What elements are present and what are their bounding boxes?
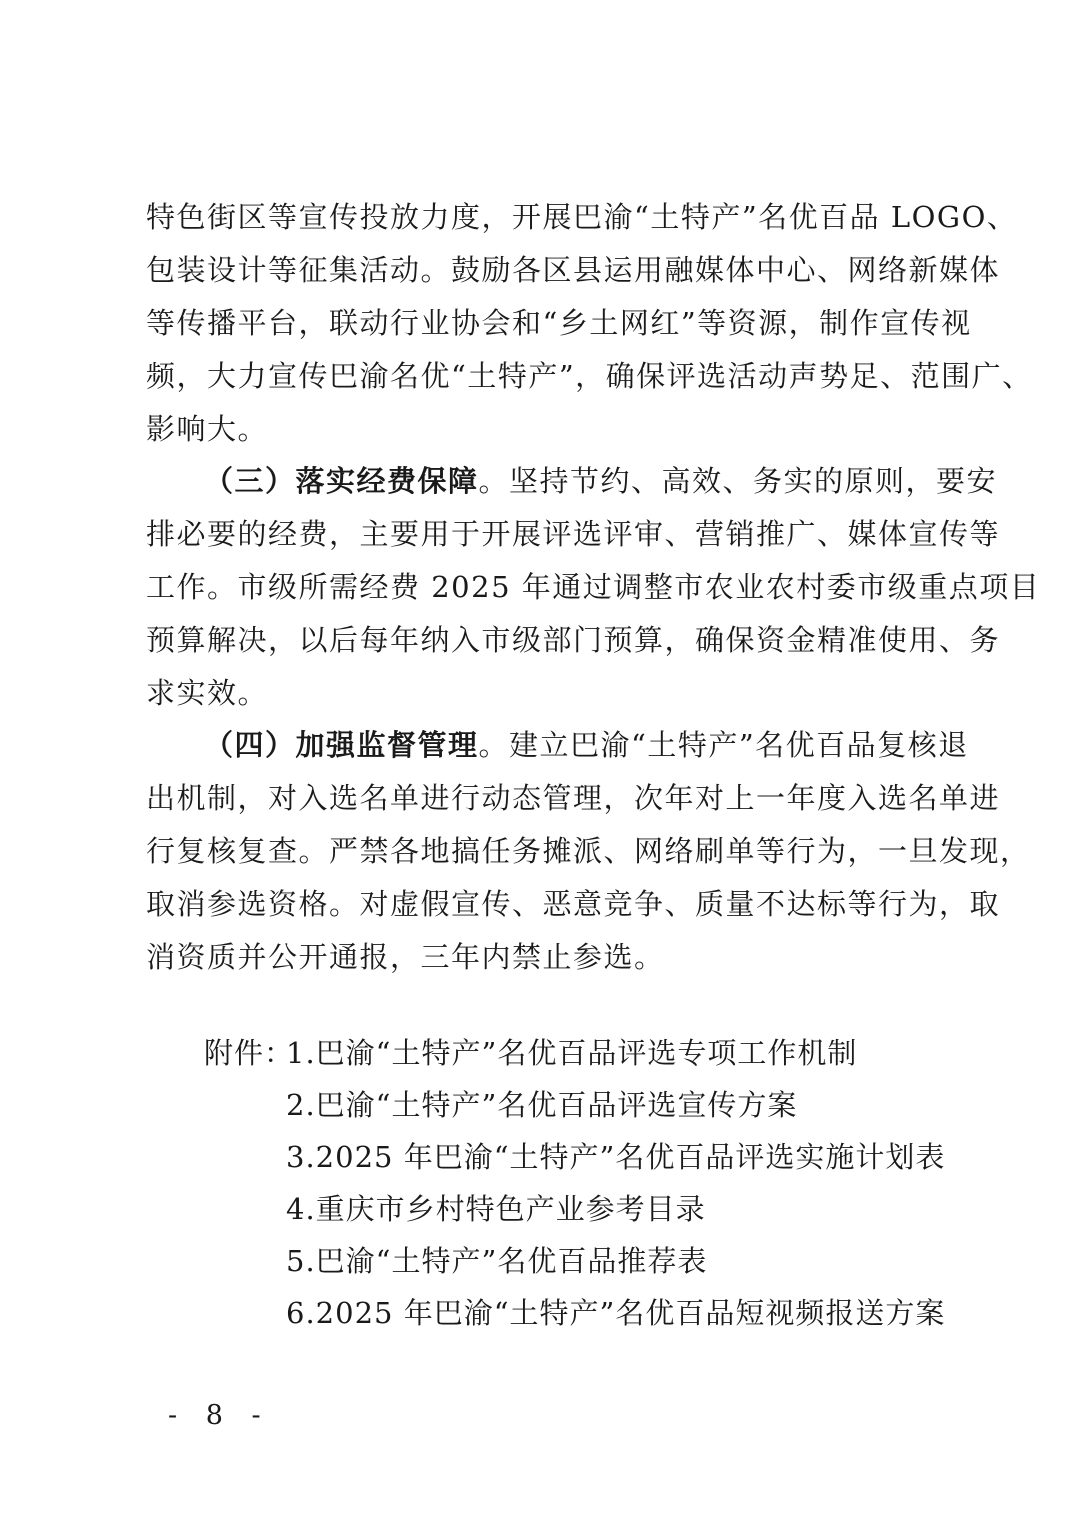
paragraph-line: 包装设计等征集活动。鼓励各区县运用融媒体中心、网络新媒体 bbox=[146, 253, 1001, 287]
attachment-item: 6.2025 年巴渝“土特产”名优百品短视频报送方案 bbox=[286, 1296, 946, 1330]
attachment-item: 3.2025 年巴渝“土特产”名优百品评选实施计划表 bbox=[286, 1140, 946, 1174]
paragraph-line: 行复核复查。严禁各地搞任务摊派、网络刷单等行为，一旦发现， bbox=[146, 834, 1031, 868]
paragraph-first-line bbox=[204, 462, 998, 500]
paragraph-text: 。建立巴渝“土特产”名优百品复核退 bbox=[478, 728, 969, 762]
paragraph-line: 频，大力宣传巴渝名优“土特产”，确保评选活动声势足、范围广、 bbox=[146, 359, 1033, 393]
paragraph-line: 取消参选资格。对虚假宣传、恶意竞争、质量不达标等行为，取 bbox=[146, 887, 1001, 921]
paragraph-line: 影响大。 bbox=[146, 412, 269, 446]
paragraph-line: 消资质并公开通报，三年内禁止参选。 bbox=[146, 940, 665, 974]
section-heading: （三）落实经费保障 bbox=[204, 464, 479, 498]
attachment-item: 5.巴渝“土特产”名优百品推荐表 bbox=[286, 1244, 708, 1278]
paragraph-line: 等传播平台，联动行业协会和“乡土网红”等资源，制作宣传视 bbox=[146, 306, 972, 340]
paragraph-first-line bbox=[204, 726, 969, 764]
paragraph-line: 求实效。 bbox=[146, 676, 269, 710]
paragraph-line: 预算解决，以后每年纳入市级部门预算，确保资金精准使用、务 bbox=[146, 623, 1001, 657]
page-number: - 8 - bbox=[168, 1400, 271, 1431]
paragraph-text: 。坚持节约、高效、务实的原则，要安 bbox=[478, 464, 998, 498]
paragraph-line: 特色街区等宣传投放力度，开展巴渝“土特产”名优百品 LOGO、 bbox=[146, 200, 1018, 234]
attachments-label: 附件： bbox=[204, 1036, 295, 1070]
section-heading: （四）加强监督管理 bbox=[204, 728, 479, 762]
paragraph-line: 排必要的经费，主要用于开展评选评审、营销推广、媒体宣传等 bbox=[146, 517, 1001, 551]
attachment-item: 2.巴渝“土特产”名优百品评选宣传方案 bbox=[286, 1088, 798, 1122]
paragraph-line: 工作。市级所需经费 2025 年通过调整市农业农村委市级重点项目 bbox=[146, 570, 1041, 604]
paragraph-line: 出机制，对入选名单进行动态管理，次年对上一年度入选名单进 bbox=[146, 781, 1001, 815]
attachment-item: 1.巴渝“土特产”名优百品评选专项工作机制 bbox=[286, 1036, 858, 1070]
attachment-item: 4.重庆市乡村特色产业参考目录 bbox=[286, 1192, 706, 1226]
